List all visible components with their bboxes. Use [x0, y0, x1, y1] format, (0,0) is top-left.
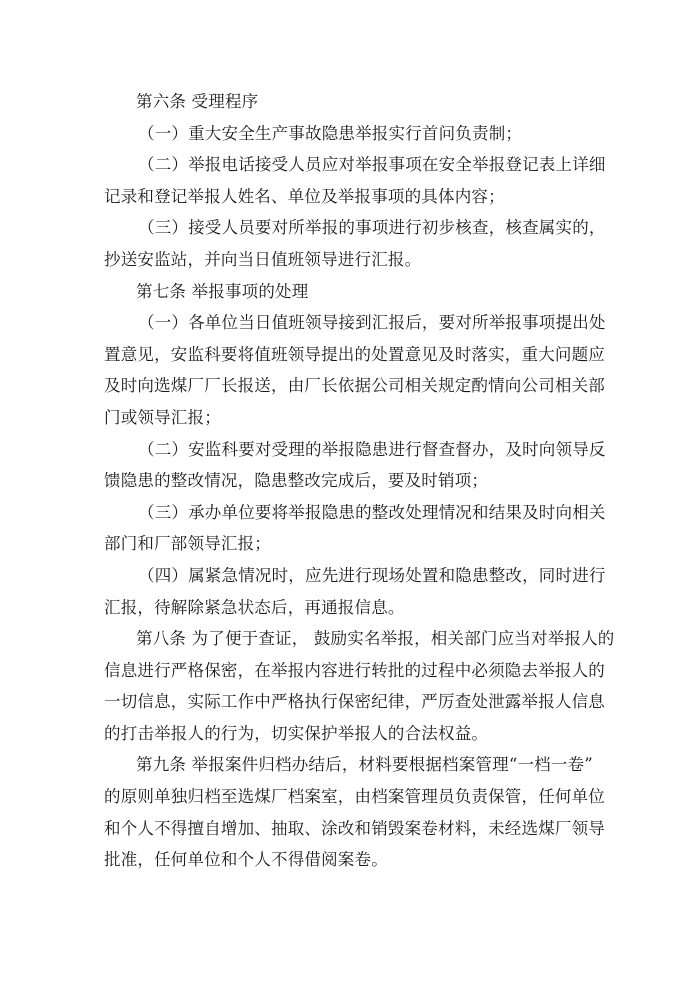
article-7-item-2: （二）安监科要对受理的举报隐患进行督查督办，及时向领导反	[138, 439, 606, 459]
article-9-cont-1: 的原则单独归档至选煤厂档案室，由档案管理员负责保管，任何单位	[104, 787, 605, 807]
article-9-cont-3: 批准，任何单位和个人不得借阅案卷。	[104, 850, 388, 870]
article-7-item-4-cont: 汇报，待解除紧急状态后，再通报信息。	[104, 597, 405, 617]
article-6-item-2-cont: 记录和登记举报人姓名、单位及举报事项的具体内容；	[104, 186, 505, 206]
article-7-item-1-cont-3: 门或领导汇报；	[104, 407, 221, 427]
article-9-cont-2: 和个人不得擅自增加、抽取、涂改和销毁案卷材料，未经选煤厂领导	[104, 818, 605, 838]
article-9-para: 第九条 举报案件归档办结后，材料要根据档案管理“一档一卷”	[136, 755, 593, 775]
article-7-item-3-cont: 部门和厂部领导汇报；	[104, 534, 271, 554]
article-7-item-4: （四）属紧急情况时，应先进行现场处置和隐患整改，同时进行	[138, 565, 606, 585]
article-7-item-1: （一）各单位当日值班领导接到汇报后，要对所举报事项提出处	[138, 313, 606, 333]
article-6-item-3: （三）接受人员要对所举报的事项进行初步核查，核查属实的，	[138, 218, 606, 238]
article-7-item-3: （三）承办单位要将举报隐患的整改处理情况和结果及时向相关	[138, 502, 606, 522]
article-6-heading: 第六条 受理程序	[136, 92, 259, 111]
article-8-cont-3: 的打击举报人的行为，切实保护举报人的合法权益。	[104, 723, 489, 743]
article-8-cont-1: 信息进行严格保密，在举报内容进行转批的过程中必须隐去举报人的	[104, 660, 605, 680]
article-6-item-2: （二）举报电话接受人员应对举报事项在安全举报登记表上详细	[138, 155, 606, 175]
document-body	[104, 86, 615, 876]
article-7-item-2-cont: 馈隐患的整改情况，隐患整改完成后，要及时销项；	[104, 471, 489, 491]
article-6-item-1: （一）重大安全生产事故隐患举报实行首问负责制；	[138, 123, 523, 143]
article-8-para: 第八条 为了便于查证， 鼓励实名举报，相关部门应当对举报人的	[136, 629, 615, 649]
article-8-cont-2: 一切信息，实际工作中严格执行保密纪律，严厉查处泄露举报人信息	[104, 692, 605, 712]
article-7-heading: 第七条 举报事项的处理	[136, 281, 309, 301]
article-7-item-1-cont-2: 及时向选煤厂厂长报送，由厂长依据公司相关规定酌情向公司相关部	[104, 376, 605, 396]
article-7-item-1-cont-1: 置意见，安监科要将值班领导提出的处置意见及时落实，重大问题应	[104, 344, 605, 364]
article-6-item-3-cont: 抄送安监站，并向当日值班领导进行汇报。	[104, 249, 422, 269]
